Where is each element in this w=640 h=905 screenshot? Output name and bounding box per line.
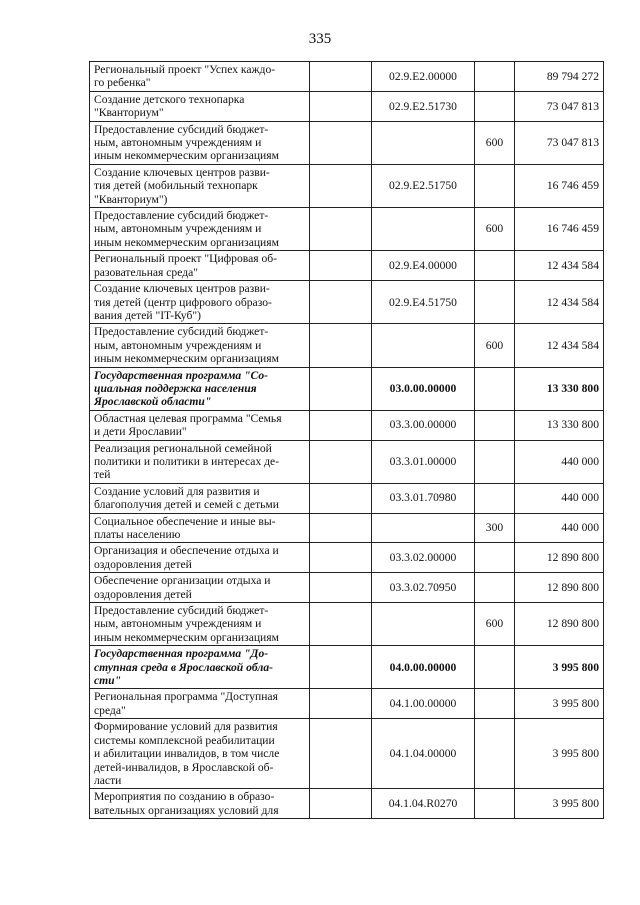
row-code-cell	[372, 324, 475, 367]
row-sum-cell: 13 330 800	[515, 367, 604, 410]
row-empty-cell	[310, 121, 372, 164]
table-row	[90, 62, 604, 92]
row-name-cell: Социальное обеспечение и иные вы- платы населению	[90, 513, 310, 543]
row-empty-cell	[310, 251, 372, 281]
row-expense-type-cell	[475, 543, 515, 573]
row-sum-cell: 73 047 813	[515, 91, 604, 121]
row-expense-type-cell	[475, 440, 515, 483]
row-name-cell: Предоставление субсидий бюджет- ным, автономным учреждениям и иным некоммерческим организациям	[90, 324, 310, 367]
table-row	[90, 208, 604, 251]
row-expense-type-cell: 600	[475, 603, 515, 646]
row-code-cell: 03.3.01.70980	[372, 483, 475, 513]
row-empty-cell	[310, 91, 372, 121]
row-sum-cell: 12 890 800	[515, 543, 604, 573]
row-expense-type-cell	[475, 789, 515, 819]
row-sum-cell: 3 995 800	[515, 719, 604, 789]
row-name-cell: Предоставление субсидий бюджет- ным, автономным учреждениям и иным некоммерческим организациям	[90, 121, 310, 164]
row-expense-type-cell	[475, 91, 515, 121]
table-row	[90, 483, 604, 513]
row-expense-type-cell	[475, 251, 515, 281]
row-empty-cell	[310, 410, 372, 440]
row-code-cell: 04.0.00.00000	[372, 646, 475, 689]
row-code-cell: 02.9.E2.51750	[372, 164, 475, 207]
row-code-cell: 03.3.02.70950	[372, 573, 475, 603]
row-sum-cell: 12 434 584	[515, 251, 604, 281]
row-code-cell: 03.0.00.00000	[372, 367, 475, 410]
row-empty-cell	[310, 719, 372, 789]
row-code-cell	[372, 121, 475, 164]
row-expense-type-cell: 300	[475, 513, 515, 543]
row-empty-cell	[310, 324, 372, 367]
table-row	[90, 121, 604, 164]
row-empty-cell	[310, 573, 372, 603]
row-empty-cell	[310, 603, 372, 646]
row-code-cell: 03.3.00.00000	[372, 410, 475, 440]
row-expense-type-cell	[475, 281, 515, 324]
row-sum-cell: 3 995 800	[515, 646, 604, 689]
table-row	[90, 543, 604, 573]
row-name-cell: Областная целевая программа "Семья и дети Ярославии"	[90, 410, 310, 440]
table-row	[90, 91, 604, 121]
budget-table-body	[90, 62, 604, 819]
row-empty-cell	[310, 62, 372, 92]
row-sum-cell: 3 995 800	[515, 789, 604, 819]
row-code-cell: 04.1.04.00000	[372, 719, 475, 789]
row-empty-cell	[310, 646, 372, 689]
row-sum-cell: 13 330 800	[515, 410, 604, 440]
table-row	[90, 367, 604, 410]
row-name-cell: Государственная программа "Со- циальная поддержка населения Ярославской области"	[90, 367, 310, 410]
row-empty-cell	[310, 689, 372, 719]
row-name-cell: Региональная программа "Доступная среда"	[90, 689, 310, 719]
row-code-cell: 02.9.E2.00000	[372, 62, 475, 92]
row-code-cell: 04.1.04.R0270	[372, 789, 475, 819]
table-row	[90, 646, 604, 689]
page-number: 335	[308, 31, 332, 47]
row-name-cell: Формирование условий для развития системы комплексной реабилитации и абилитации инвалидов, в том числе детей-инвалидов, в Ярославской об- ласти	[90, 719, 310, 789]
row-code-cell: 02.9.E2.51730	[372, 91, 475, 121]
row-name-cell: Создание детского технопарка "Кванториум"	[90, 91, 310, 121]
budget-table	[89, 61, 604, 819]
row-expense-type-cell: 600	[475, 208, 515, 251]
row-expense-type-cell	[475, 719, 515, 789]
row-code-cell: 03.3.01.00000	[372, 440, 475, 483]
row-empty-cell	[310, 513, 372, 543]
row-sum-cell: 89 794 272	[515, 62, 604, 92]
table-row	[90, 603, 604, 646]
row-expense-type-cell	[475, 483, 515, 513]
row-name-cell: Обеспечение организации отдыха и оздоровления детей	[90, 573, 310, 603]
row-name-cell: Организация и обеспечение отдыха и оздоровления детей	[90, 543, 310, 573]
table-row	[90, 719, 604, 789]
row-code-cell	[372, 603, 475, 646]
row-empty-cell	[310, 483, 372, 513]
row-name-cell: Реализация региональной семейной политики и политики в интересах де- тей	[90, 440, 310, 483]
row-sum-cell: 16 746 459	[515, 164, 604, 207]
row-empty-cell	[310, 367, 372, 410]
row-code-cell	[372, 208, 475, 251]
table-row	[90, 573, 604, 603]
row-empty-cell	[310, 208, 372, 251]
table-row	[90, 410, 604, 440]
row-expense-type-cell	[475, 62, 515, 92]
row-code-cell: 03.3.02.00000	[372, 543, 475, 573]
row-expense-type-cell: 600	[475, 121, 515, 164]
row-name-cell: Региональный проект "Успех каждо- го ребенка"	[90, 62, 310, 92]
row-name-cell: Предоставление субсидий бюджет- ным, автономным учреждениям и иным некоммерческим организациям	[90, 603, 310, 646]
table-row	[90, 440, 604, 483]
row-empty-cell	[310, 543, 372, 573]
row-sum-cell: 16 746 459	[515, 208, 604, 251]
row-expense-type-cell: 600	[475, 324, 515, 367]
row-code-cell	[372, 513, 475, 543]
row-sum-cell: 12 434 584	[515, 281, 604, 324]
row-sum-cell: 440 000	[515, 513, 604, 543]
row-name-cell: Предоставление субсидий бюджет- ным, автономным учреждениям и иным некоммерческим организациям	[90, 208, 310, 251]
row-empty-cell	[310, 789, 372, 819]
row-empty-cell	[310, 164, 372, 207]
table-row	[90, 164, 604, 207]
table-row	[90, 281, 604, 324]
row-sum-cell: 12 890 800	[515, 603, 604, 646]
row-name-cell: Создание условий для развития и благополучия детей и семей с детьми	[90, 483, 310, 513]
table-row	[90, 789, 604, 819]
row-sum-cell: 73 047 813	[515, 121, 604, 164]
row-expense-type-cell	[475, 646, 515, 689]
row-code-cell: 02.9.E4.51750	[372, 281, 475, 324]
row-name-cell: Региональный проект "Цифровая об- разовательная среда"	[90, 251, 310, 281]
row-sum-cell: 12 890 800	[515, 573, 604, 603]
table-row	[90, 251, 604, 281]
row-name-cell: Создание ключевых центров разви- тия детей (центр цифрового образо- вания детей "IT-Куб")	[90, 281, 310, 324]
row-name-cell: Государственная программа "До- ступная среда в Ярославской обла- сти"	[90, 646, 310, 689]
row-empty-cell	[310, 440, 372, 483]
row-sum-cell: 440 000	[515, 483, 604, 513]
row-empty-cell	[310, 281, 372, 324]
row-expense-type-cell	[475, 573, 515, 603]
row-sum-cell: 3 995 800	[515, 689, 604, 719]
table-row	[90, 324, 604, 367]
row-sum-cell: 12 434 584	[515, 324, 604, 367]
row-name-cell: Мероприятия по созданию в образо- вательных организациях условий для	[90, 789, 310, 819]
row-code-cell: 02.9.E4.00000	[372, 251, 475, 281]
row-code-cell: 04.1.00.00000	[372, 689, 475, 719]
row-name-cell: Создание ключевых центров разви- тия детей (мобильный технопарк "Кванториум")	[90, 164, 310, 207]
table-row	[90, 689, 604, 719]
row-expense-type-cell	[475, 164, 515, 207]
row-sum-cell: 440 000	[515, 440, 604, 483]
row-expense-type-cell	[475, 410, 515, 440]
table-row	[90, 513, 604, 543]
row-expense-type-cell	[475, 367, 515, 410]
row-expense-type-cell	[475, 689, 515, 719]
